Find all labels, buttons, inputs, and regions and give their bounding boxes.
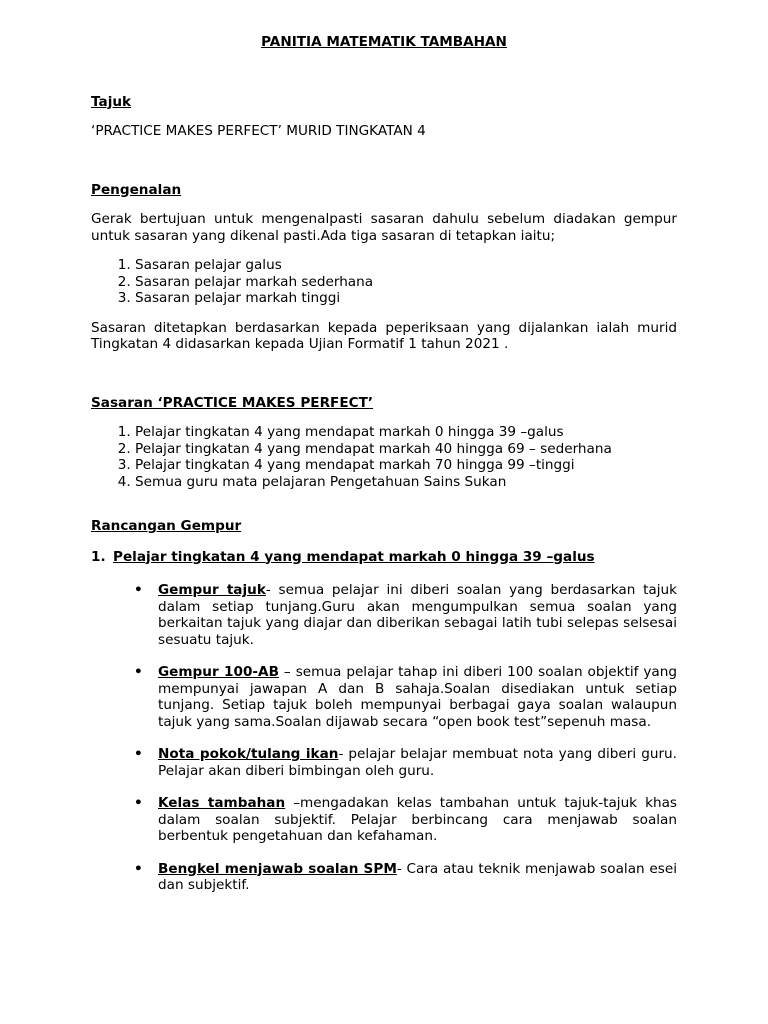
list-item: 4. Semua guru mata pelajaran Pengetahuan Sains Sukan (135, 474, 677, 491)
bullet-item (91, 582, 677, 648)
sasaran-list (91, 424, 677, 490)
document-header: PANITIA MATEMATIK TAMBAHAN (261, 34, 507, 50)
bullet-text: - pelajar belajar membuat nota yang diberi guru. Pelajar akan diberi bimbingan oleh guru. (158, 746, 677, 779)
bullet-item (91, 861, 677, 894)
bullet-text: –mengadakan kelas tambahan untuk tajuk-tajuk khas dalam soalan subjektif. Pelajar berbincang cara menjawab soalan berbentuk pengetahuan dan kefahaman. (158, 795, 677, 844)
section-1-title (91, 549, 677, 566)
bullet-item (91, 795, 677, 845)
bullet-lead: Kelas tambahan (158, 795, 286, 811)
bullet-icon: • (134, 860, 143, 877)
pengenalan-paragraph-2: Sasaran ditetapkan berdasarkan kepada peperiksaan yang dijalankan ialah murid Tingkatan 4 didasarkan kepada Ujian Formatif 1 tahun 2021 . (91, 319, 677, 352)
list-item: 2. Sasaran pelajar markah sederhana (135, 274, 677, 291)
section-number: 1. (91, 548, 106, 565)
tajuk-text: ‘PRACTICE MAKES PERFECT’ MURID TINGKATAN 4 (91, 123, 426, 139)
tajuk-heading: Tajuk (91, 93, 132, 110)
section-title-text: Pelajar tingkatan 4 yang mendapat markah 0 hingga 39 –galus (113, 548, 595, 565)
list-item: 1. Pelajar tingkatan 4 yang mendapat markah 0 hingga 39 –galus (135, 424, 677, 441)
bullet-lead: Gempur 100-AB (158, 664, 279, 680)
list-item: 3. Sasaran pelajar markah tinggi (135, 290, 677, 307)
bullet-text: – semua pelajar tahap ini diberi 100 soalan objektif yang mempunyai jawapan A dan B sahaja.Soalan disediakan untuk setiap tunjang. Setiap tajuk boleh mempunyai berbagai gaya soalan walaupun tajuk yang sama.Soalan dijawab secara “open book test”sepenuh masa. (158, 664, 677, 730)
list-item: 2. Pelajar tingkatan 4 yang mendapat markah 40 hingga 69 – sederhana (135, 441, 677, 458)
sasaran-heading: Sasaran ‘PRACTICE MAKES PERFECT’ (91, 394, 374, 411)
rancangan-heading: Rancangan Gempur (91, 518, 242, 534)
pengenalan-paragraph-1: Gerak bertujuan untuk mengenalpasti sasaran dahulu sebelum diadakan gempur untuk sasaran yang dikenal pasti.Ada tiga sasaran di tetapkan iaitu; (91, 211, 677, 244)
pengenalan-heading: Pengenalan (91, 181, 182, 198)
pengenalan-list (91, 257, 677, 307)
list-item: 1. Sasaran pelajar galus (135, 257, 677, 274)
list-item: 3. Pelajar tingkatan 4 yang mendapat markah 70 hingga 99 –tinggi (135, 457, 677, 474)
bullet-lead: Nota pokok/tulang ikan (158, 746, 339, 762)
bullet-item (91, 664, 677, 730)
bullet-icon: • (134, 795, 143, 811)
bullet-icon: • (134, 746, 143, 762)
bullet-text: - semua pelajar ini diberi soalan yang berdasarkan tajuk dalam setiap tunjang.Guru akan mengumpulkan semua soalan yang berkaitan tajuk yang diajar dan diberikan sebagai latih tubi selepas selsesai sesuatu tajuk. (158, 582, 678, 648)
bullet-icon: • (134, 664, 143, 680)
bullet-lead: Bengkel menjawab soalan SPM (158, 860, 397, 877)
gempur-bullet-list (91, 582, 677, 894)
bullet-text: - Cara atau teknik menjawab soalan esei dan subjektif. (158, 860, 677, 893)
bullet-item (91, 746, 677, 779)
bullet-lead: Gempur tajuk (158, 582, 266, 598)
bullet-icon: • (134, 582, 143, 598)
